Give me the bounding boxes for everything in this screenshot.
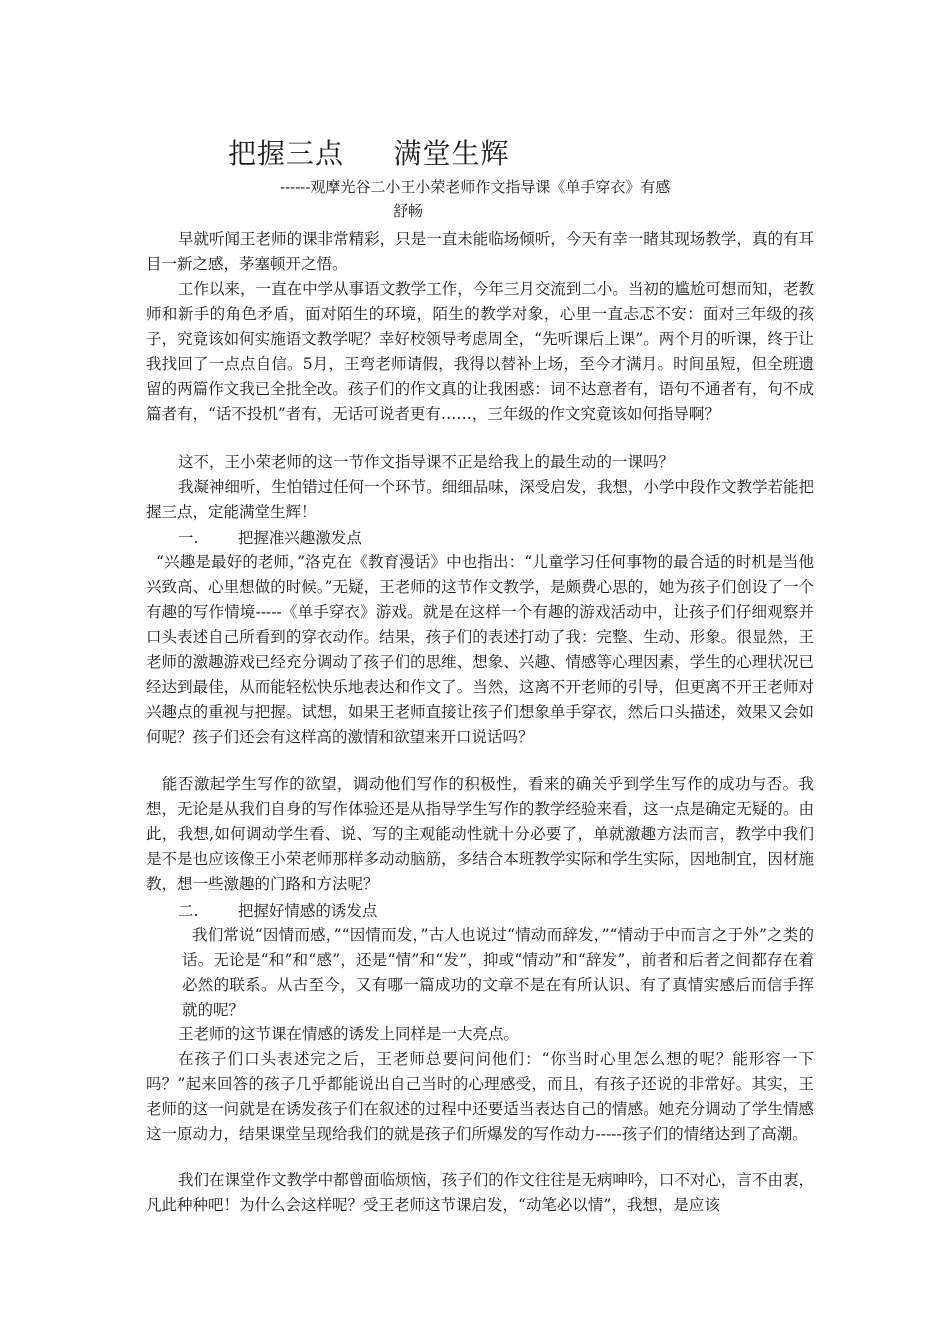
paragraph-1: 早就听闻王老师的课非常精彩，只是一直未能临场倾听，今天有幸一睹其现场教学，真的有耳目一新之感，茅塞顿开之悟。 (146, 230, 814, 273)
section-heading-2: 二. 把握好情感的诱发点 (178, 902, 378, 920)
page-title: 把握三点 满堂生辉 (228, 137, 510, 170)
page-subtitle: ------观摩光谷二小王小荣老师作文指导课《单手穿衣》有感 (280, 178, 671, 196)
paragraph-5: “兴趣是最好的老师，”洛克在《教育漫话》中也指出：“儿童学习任何事物的最合适的时机是当他兴致高、心里想做的时候。”无疑，王老师的这节作文教学，是颇费心思的，她为孩子们创设了一个有趣的写作情境-----《单手穿衣》游戏。就是在这样一个有趣的游戏活动中，让孩子们仔细观察并口头表述自己所看到的穿衣动作。结果，孩子们的表述打动了我：完整、生动、形象。很显然，王老师的激趣游戏已经充分调动了孩子们的思维、想象、兴趣、情感等心理因素，学生的心理状况已经达到最佳，从而能轻松快乐地表达和作文了。当然，这离不开老师的引导，但更离不开王老师对兴趣点的重视与把握。试想，如果王老师直接让孩子们想象单手穿衣，然后口头描述，效果又会如何呢？孩子们还会有这样高的激情和欲望来开口说话吗？ (146, 553, 814, 746)
paragraph-9: 在孩子们口头表述完之后，王老师总要问问他们：“你当时心里怎么想的呢？能形容一下吗？”起来回答的孩子几乎都能说出自己当时的心理感受，而且，有孩子还说的非常好。其实，王老师的这一问就是在诱发孩子们在叙述的过程中还要适当表达自己的情感。她充分调动了学生情感这一原动力，结果课堂呈现给我们的就是孩子们所爆发的写作动力-----孩子们的情绪达到了高潮。 (146, 1050, 814, 1143)
paragraph-6: 能否激起学生写作的欲望，调动他们写作的积极性，看来的确关乎到学生写作的成功与否。我想，无论是从我们自身的写作体验还是从指导学生写作的教学经验来看，这一点是确定无疑的。由此，我想,如何调动学生看、说、写的主观能动性就十分必要了，单就激趣方法而言，教学中我们是不是也应该像王小荣老师那样多动动脑筋，多结合本班教学实际和学生实际，因地制宜，因材施教，想一些激趣的门路和方法呢？ (146, 775, 814, 893)
paragraph-3: 这不，王小荣老师的这一节作文指导课不正是给我上的最生动的一课吗？ (178, 453, 675, 471)
paragraph-8: 王老师的这节课在情感的诱发上同样是一大亮点。 (178, 1025, 520, 1043)
paragraph-7: 我们常说“因情而感，”“因情而发，”古人也说过“情动而辞发，”“情动于中而言之于外”之类的话。无论是“和”和“感”，还是“情”和“发”，抑或“情动”和“辞发”，前者和后者之间都存在着必然的联系。从古至今，又有哪一篇成功的文章不是在有所认识、有了真情实感后而信手挥就的呢？ (182, 926, 814, 1019)
paragraph-10: 我们在课堂作文教学中都曾面临烦恼，孩子们的作文往往是无病呻吟，口不对心，言不由衷，凡此种种吧！为什么会这样呢？受王老师这节课启发，“动笔必以情”，我想，是应该 (146, 1171, 814, 1214)
section-heading-1: 一. 把握准兴趣激发点 (178, 529, 362, 547)
paragraph-2: 工作以来，一直在中学从事语文教学工作，今年三月交流到二小。当初的尴尬可想而知，老教师和新手的角色矛盾，面对陌生的环境，陌生的教学对象，心里一直忐忑不安：面对三年级的孩子，究竟该如何实施语文教学呢？幸好校领导考虑周全，“先听课后上课”。两个月的听课，终于让我找回了一点点自信。5月，王弯老师请假，我得以替补上场，至今才满月。时间虽短，但全班遗留的两篇作文我已全批全改。孩子们的作文真的让我困惑：词不达意者有，语句不通者有，句不成篇者有，“话不投机”者有，无话可说者更有……，三年级的作文究竟该如何指导啊？ (146, 280, 814, 423)
author: 舒畅 (393, 202, 424, 220)
paragraph-4: 我凝神细听，生怕错过任何一个环节。细细品味，深受启发，我想，小学中段作文教学若能把握三点，定能满堂生辉！ (146, 478, 814, 521)
